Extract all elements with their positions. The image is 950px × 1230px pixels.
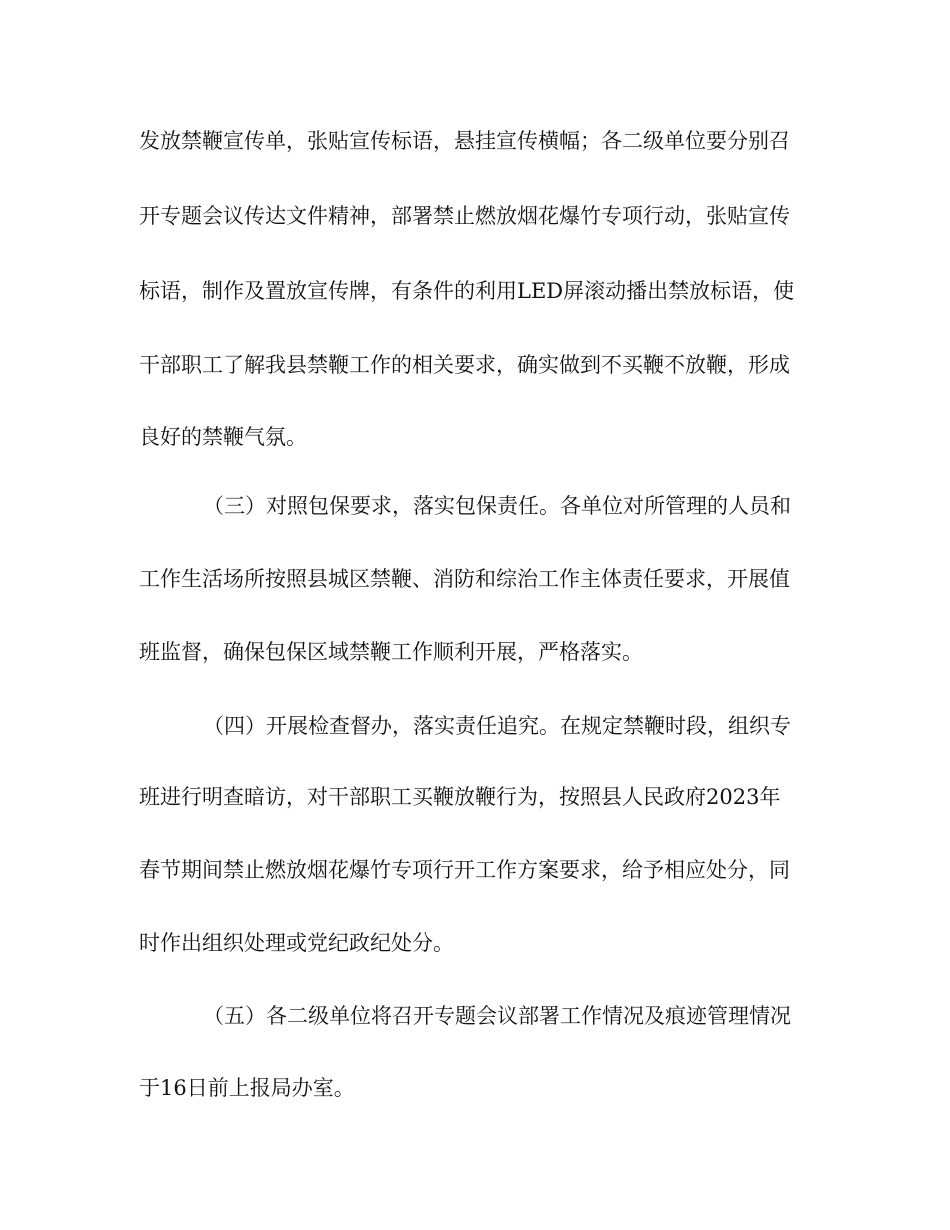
paragraph-line: 开专题会议传达文件精神，部署禁止燃放烟花爆竹专项行动，张贴宣传 (139, 204, 790, 228)
paragraph-line: 班监督，确保包保区域禁鞭工作顺利开展，严格落实。 (139, 640, 643, 664)
paragraph-line: 班进行明查暗访，对干部职工买鞭放鞭行为，按照县人民政府2023年 (139, 785, 781, 809)
section-3-heading-line: （三）对照包保要求，落实包保责任。各单位对所管理的人员和 (203, 494, 791, 518)
paragraph-line: 工作生活场所按照县城区禁鞭、消防和综治工作主体责任要求，开展值 (139, 567, 790, 591)
paragraph-line: 干部职工了解我县禁鞭工作的相关要求，确实做到不买鞭不放鞭，形成 (139, 353, 790, 377)
paragraph-line: 于16日前上报局办室。 (139, 1076, 355, 1100)
paragraph-line: 良好的禁鞭气氛。 (139, 425, 307, 449)
paragraph-line: 发放禁鞭宣传单，张贴宣传标语，悬挂宣传横幅；各二级单位要分别召 (139, 129, 790, 153)
paragraph-line: 春节期间禁止燃放烟花爆竹专项行开工作方案要求，给予相应处分，同 (139, 858, 790, 882)
section-4-heading-line: （四）开展检查督办，落实责任追究。在规定禁鞭时段，组织专 (203, 714, 791, 738)
paragraph-line: 时作出组织处理或党纪政纪处分。 (139, 931, 454, 955)
section-5-heading-line: （五）各二级单位将召开专题会议部署工作情况及痕迹管理情况 (203, 1004, 791, 1028)
paragraph-line: 标语，制作及置放宣传牌，有条件的利用LED屏滚动播出禁放标语，使 (139, 279, 795, 303)
